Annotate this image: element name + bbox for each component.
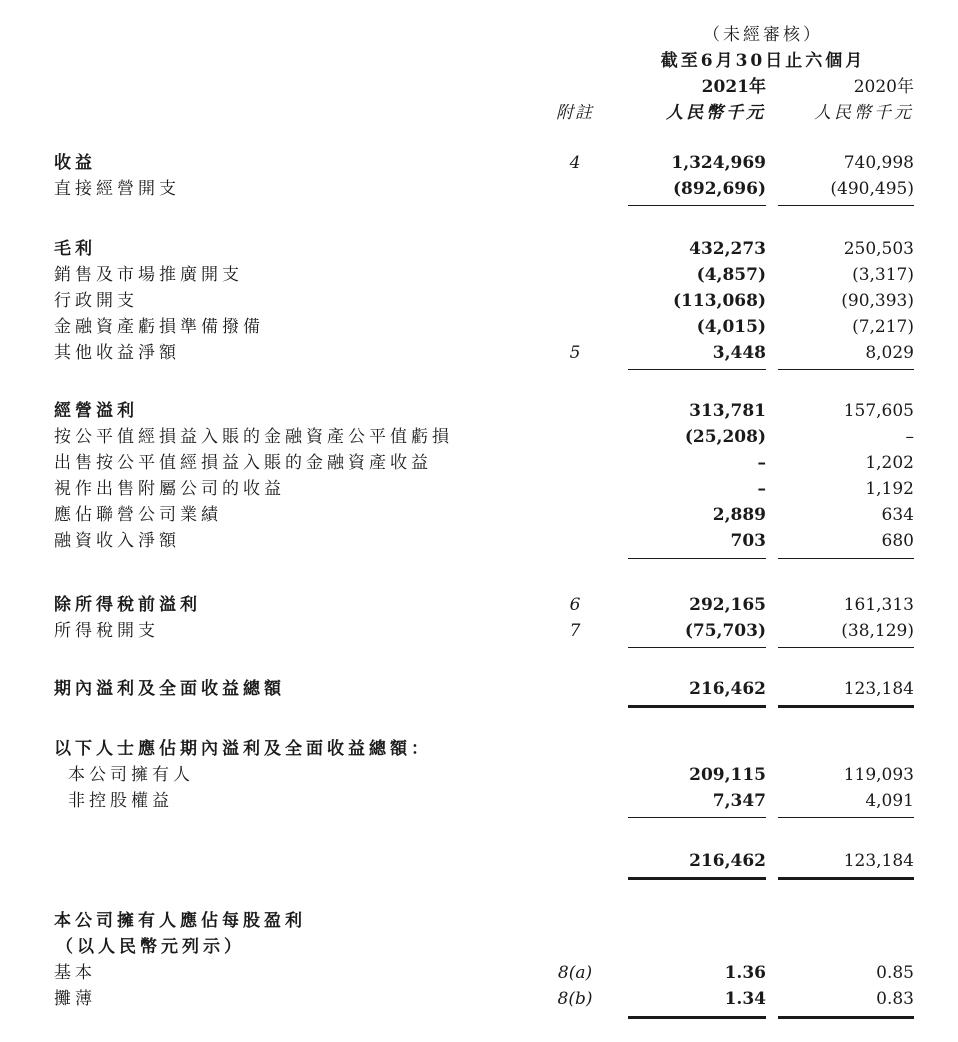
row-label: 經營溢利	[54, 401, 138, 421]
note-column-header: 附註	[556, 103, 594, 123]
row-label: 金融資產虧損準備撥備	[54, 317, 264, 337]
row-note: 5	[569, 343, 581, 363]
value-2020: (38,129)	[841, 621, 914, 641]
table-row	[0, 676, 958, 702]
row-label: 本公司擁有人	[68, 765, 194, 785]
table-row	[0, 934, 958, 960]
row-label: 基本	[54, 963, 96, 983]
total-rule	[778, 877, 914, 880]
row-label: 銷售及市場推廣開支	[54, 265, 243, 285]
value-2020: –	[905, 427, 914, 447]
value-2021: 1.36	[724, 963, 766, 983]
table-row	[0, 528, 958, 554]
value-2021: –	[757, 453, 766, 473]
subtotal-rule	[628, 205, 766, 206]
table-row	[0, 314, 958, 340]
table-row	[0, 262, 958, 288]
value-2021: 216,462	[689, 679, 766, 699]
value-2021: (4,015)	[696, 317, 766, 337]
subtotal-rule	[628, 369, 766, 370]
row-label: 其他收益淨額	[54, 343, 180, 363]
value-2021: (75,703)	[684, 621, 766, 641]
table-row	[0, 424, 958, 450]
subtotal-rule	[628, 817, 766, 818]
value-2021: 703	[730, 531, 766, 551]
value-2020: 8,029	[865, 343, 914, 363]
table-row	[0, 236, 958, 262]
value-2021: 432,273	[689, 239, 766, 259]
value-2020: (90,393)	[841, 291, 914, 311]
row-label: 出售按公平值經損益入賬的金融資產收益	[54, 453, 432, 473]
row-note: 8(b)	[557, 989, 593, 1009]
value-2021: 1.34	[724, 989, 766, 1009]
value-2020: 1,202	[865, 453, 914, 473]
value-2020: (490,495)	[830, 179, 914, 199]
unaudited-label: （未經審核）	[703, 25, 823, 45]
table-row	[0, 618, 958, 644]
row-label: 收益	[54, 153, 96, 173]
value-2020: 740,998	[843, 153, 914, 173]
row-label: 行政開支	[54, 291, 138, 311]
value-2020: 634	[881, 505, 914, 525]
value-2021: (25,208)	[684, 427, 766, 447]
unit-2021-header: 人民幣千元	[666, 103, 766, 123]
value-2021: –	[757, 479, 766, 499]
table-row	[0, 502, 958, 528]
table-row	[0, 398, 958, 424]
value-2020: 157,605	[843, 401, 914, 421]
subtotal-rule	[778, 817, 914, 818]
subtotal-rule	[778, 558, 914, 559]
row-label: 所得稅開支	[54, 621, 159, 641]
value-2020: 1,192	[865, 479, 914, 499]
table-row	[0, 960, 958, 986]
value-2021: 2,889	[712, 505, 766, 525]
value-2020: 680	[881, 531, 914, 551]
row-label: 攤薄	[54, 989, 96, 1009]
unit-2020-header: 人民幣千元	[814, 103, 914, 123]
table-row	[0, 848, 958, 874]
total-rule	[628, 1016, 766, 1019]
table-row	[0, 176, 958, 202]
value-2020: 0.85	[876, 963, 914, 983]
value-2020: (7,217)	[852, 317, 914, 337]
value-2020: 0.83	[876, 989, 914, 1009]
value-2021: 7,347	[712, 791, 766, 811]
table-row	[0, 288, 958, 314]
subtotal-rule	[628, 647, 766, 648]
value-2021: 209,115	[689, 765, 766, 785]
row-label: 除所得稅前溢利	[54, 595, 201, 615]
row-note: 8(a)	[557, 963, 593, 983]
value-2020: 123,184	[843, 679, 914, 699]
value-2021: 1,324,969	[671, 153, 766, 173]
subtotal-rule	[778, 205, 914, 206]
row-label: 毛利	[54, 239, 96, 259]
row-note: 6	[569, 595, 581, 615]
row-label: 期內溢利及全面收益總額	[54, 679, 285, 699]
value-2020: 161,313	[843, 595, 914, 615]
value-2021: 216,462	[689, 851, 766, 871]
value-2020: 123,184	[843, 851, 914, 871]
value-2021: (113,068)	[673, 291, 766, 311]
table-row	[0, 340, 958, 366]
table-row	[0, 762, 958, 788]
row-label: 應佔聯營公司業績	[54, 505, 222, 525]
row-label: 以下人士應佔期內溢利及全面收益總額：	[54, 739, 432, 759]
year-2021-header: 2021年	[701, 77, 766, 97]
value-2020: (3,317)	[852, 265, 914, 285]
table-row	[0, 592, 958, 618]
row-note: 4	[569, 153, 581, 173]
row-label: 直接經營開支	[54, 179, 180, 199]
value-2021: 3,448	[712, 343, 766, 363]
value-2021: 292,165	[689, 595, 766, 615]
subtotal-rule	[778, 369, 914, 370]
total-rule	[778, 705, 914, 708]
table-row	[0, 450, 958, 476]
table-row	[0, 476, 958, 502]
table-row	[0, 150, 958, 176]
table-row	[0, 908, 958, 934]
table-row	[0, 986, 958, 1012]
row-note: 7	[569, 621, 581, 641]
row-label: （以人民幣元列示）	[56, 937, 245, 957]
value-2020: 4,091	[865, 791, 914, 811]
total-rule	[628, 705, 766, 708]
total-rule	[778, 1016, 914, 1019]
row-label: 非控股權益	[68, 791, 173, 811]
row-label: 按公平值經損益入賬的金融資產公平值虧損	[54, 427, 453, 447]
subtotal-rule	[628, 558, 766, 559]
row-label: 融資收入淨額	[54, 531, 180, 551]
period-label: 截至6月30日止六個月	[660, 51, 866, 71]
value-2021: 313,781	[689, 401, 766, 421]
value-2021: (4,857)	[696, 265, 766, 285]
value-2020: 119,093	[843, 765, 914, 785]
table-row	[0, 788, 958, 814]
row-label: 本公司擁有人應佔每股盈利	[54, 911, 306, 931]
value-2020: 250,503	[843, 239, 914, 259]
subtotal-rule	[778, 647, 914, 648]
value-2021: (892,696)	[673, 179, 766, 199]
table-row	[0, 736, 958, 762]
row-label: 視作出售附屬公司的收益	[54, 479, 285, 499]
total-rule	[628, 877, 766, 880]
year-2020-header: 2020年	[853, 77, 914, 97]
